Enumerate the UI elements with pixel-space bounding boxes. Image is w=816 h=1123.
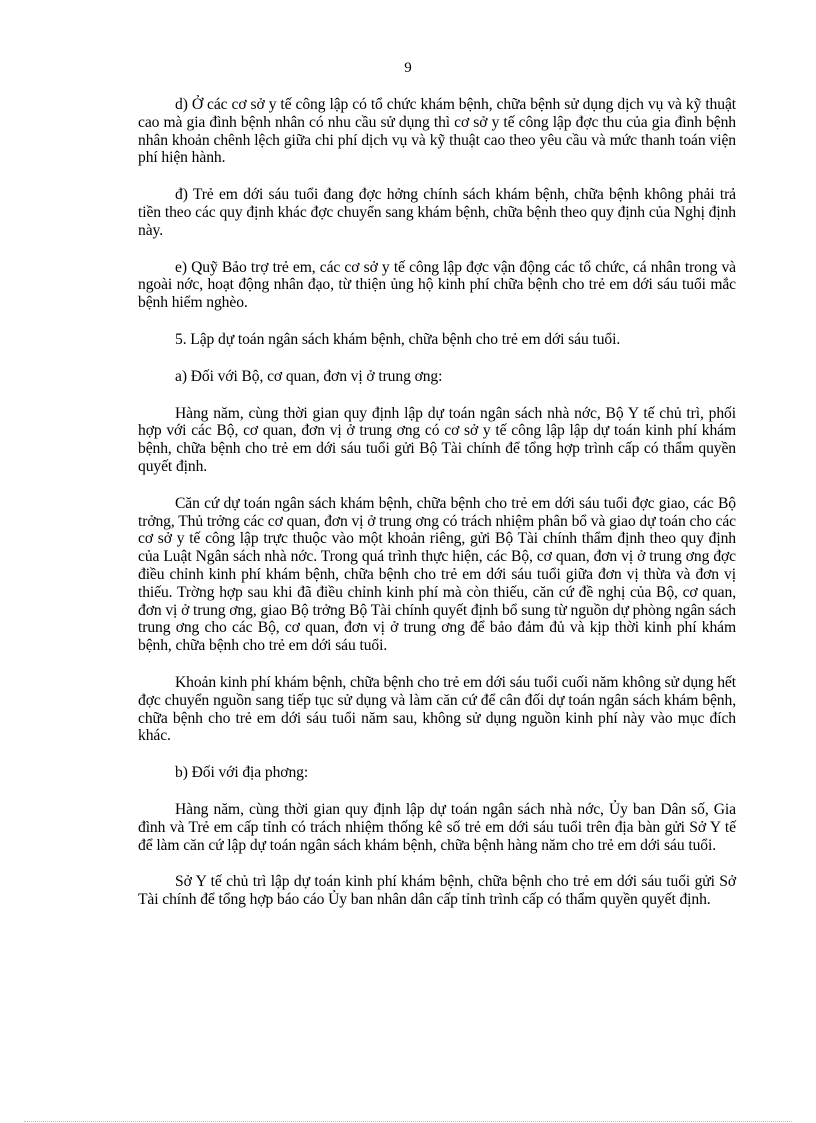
- subheading-b: b) Đối với địa phơng:: [175, 764, 309, 782]
- section-heading-5: 5. Lập dự toán ngân sách khám bệnh, chữa bệnh cho trẻ em dới sáu tuổi.: [175, 330, 621, 348]
- paragraph-d: d) Ở các cơ sở y tế công lập có tổ chức khám bệnh, chữa bệnh sử dụng dịch vụ và kỹ thuật cao mà gia đình bệnh nhân có nhu cầu sử dụng thì cơ sở y tế công lập đợc thu của gia đình bệnh nhân khoản chênh lệch giữa chi phí dịch vụ và kỹ thuật cao theo yêu cầu và mức thanh toán viện phí hiện hành.: [138, 96, 736, 167]
- paragraph-a-3: Khoản kinh phí khám bệnh, chữa bệnh cho trẻ em dới sáu tuổi cuối năm không sử dụng hết đợc chuyển nguồn sang tiếp tục sử dụng và làm căn cứ để cân đối dự toán ngân sách khám bệnh, chữa bệnh cho trẻ em dới sáu tuổi năm sau, không sử dụng nguồn kinh phí này vào mục đích khác.: [138, 673, 736, 745]
- page-number: 9: [404, 60, 412, 76]
- paragraph-b-1: Hàng năm, cùng thời gian quy định lập dự toán ngân sách nhà nớc, Ủy ban Dân số, Gia đình và Trẻ em cấp tỉnh có trách nhiệm thống kê số trẻ em dới sáu tuổi trên địa bàn gửi Sở Y tế để làm căn cứ lập dự toán ngân sách khám bệnh, chữa bệnh hàng năm cho trẻ em dới sáu tuổi.: [138, 800, 736, 854]
- document-body: [138, 96, 736, 928]
- paragraph-b-2: Sở Y tế chủ trì lập dự toán kinh phí khám bệnh, chữa bệnh cho trẻ em dới sáu tuổi gửi Sở Tài chính để tổng hợp báo cáo Ủy ban nhân dân cấp tỉnh trình cấp có thẩm quyền quyết định.: [138, 873, 736, 909]
- paragraph-a-2: Căn cứ dự toán ngân sách khám bệnh, chữa bệnh cho trẻ em dới sáu tuổi đợc giao, các Bộ trởng, Thủ trởng các cơ quan, đơn vị ở trung ơng có trách nhiệm phân bổ và giao dự toán cho các cơ sở y tế công lập trực thuộc vào một khoản riêng, gửi Bộ Tài chính thẩm định theo quy định của Luật Ngân sách nhà nớc. Trong quá trình thực hiện, các Bộ, cơ quan, đơn vị ở trung ơng đợc điều chỉnh kinh phí khám bệnh, chữa bệnh cho trẻ em dới sáu tuổi giữa đơn vị thừa và đơn vị thiếu. Trờng hợp sau khi đã điều chỉnh kinh phí mà còn thiếu, căn cứ đề nghị của Bộ, cơ quan, đơn vị ở trung ơng, giao Bộ trởng Bộ Tài chính quyết định bổ sung từ nguồn dự phòng ngân sách trung ơng cho các Bộ, cơ quan, đơn vị ở trung ơng để bảo đảm đủ và kịp thời kinh phí khám bệnh, chữa bệnh cho trẻ em dới sáu tuổi.: [138, 494, 736, 655]
- paragraph-a-1: Hàng năm, cùng thời gian quy định lập dự toán ngân sách nhà nớc, Bộ Y tế chủ trì, phối hợp với các Bộ, cơ quan, đơn vị ở trung ơng có cơ sở y tế công lập lập dự toán kinh phí khám bệnh, chữa bệnh cho trẻ em dới sáu tuổi gửi Bộ Tài chính để tổng hợp trình cấp có thẩm quyền quyết định.: [138, 404, 736, 475]
- page-bottom-divider: [24, 1121, 792, 1122]
- subheading-a: a) Đối với Bộ, cơ quan, đơn vị ở trung ơng:: [175, 367, 443, 385]
- paragraph-e: e) Quỹ Bảo trợ trẻ em, các cơ sở y tế công lập đợc vận động các tổ chức, cá nhân trong và ngoài nớc, hoạt động nhân đạo, từ thiện ủng hộ kinh phí chữa bệnh cho trẻ em dới sáu tuổi mắc bệnh hiểm nghèo.: [138, 258, 736, 312]
- paragraph-dd: đ) Trẻ em dới sáu tuổi đang đợc hởng chính sách khám bệnh, chữa bệnh không phải trả tiền theo các quy định khác đợc chuyển sang khám bệnh, chữa bệnh theo quy định của Nghị định này.: [138, 186, 736, 239]
